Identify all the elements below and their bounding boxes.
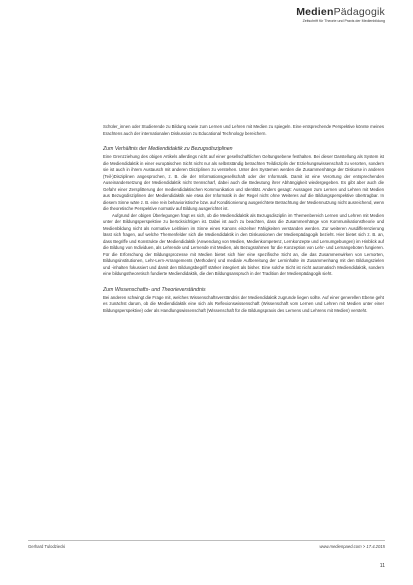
footer-author: Gerhard Tulodziecki [28,544,66,549]
article-body [103,124,384,314]
paragraph-2: Eine Grenzziehung des obigen Artikels allerdings nicht auf einer gesellschaftlichen Geltungsebene festhalten. Bei dieser Darstellung als System ist die Mediendidaktik in einer europäischen Sicht nicht nur als selbstständig betrachten Teildisziplin der Erziehungswissenschaft zu verorten, sondern sie ist auch in ihrem Austausch mit anderen Disziplinen zu verstehen. Unter den Systemen werden die Zusammenhänge der Diskurse in anderen (Teil-)Disziplinen angesprochen, z. B. die der Informationsgesellschaft oder der Informatik. Damit ist eine Verortung der entsprechenden Auseinandersetzung der Mediendidaktik nicht trennscharf, dabei auch die Bedeutung ihrer Abhängigkeit wiedergegeben. Es gibt aber auch die Gefahr einer Zersplitterung der mediendidaktischen Kommunikation und Identität. Anders gesagt: Aussagen zum Lernen und Lehren mit Medien aus Bezugsdisziplinen der Mediendidaktik wie etwa der Informatik in der Regel nicht ohne Weiteres auf die Bildungsperspektive übertragbar. In diesem Sinne wäre z. B. eine rein behavioristische bzw. auf Konditionierung ausgerichtete Betrachtung der Mediennutzung nicht ausreichend, wenn die theoretische Perspektive normativ auf Bildung ausgerichtet ist. [103,154,384,211]
page-number: 11 [379,563,385,569]
paragraph-4: Bei anderen schwingt die Frage mit, welches Wissenschaftsverständnis der Mediendidaktik zugrunde liegen sollte. Auf einer generellen Ebene geht es zunächst darum, ob die Mediendidaktik eine sich als Reflexionswissenschaft (Wissenschaft vom Lernen und Lehren mit Medien unter einer Bildungsperspektive) oder als Handlungswissenschaft (Wissenschaft für die Bildungspraxis des Lernens und Lehrens mit Medien) versteht. [103,294,384,313]
footer-divider [28,540,385,541]
journal-logo [296,6,385,24]
paragraph-1: Schüler_innen oder Studierende zu Bildung sowie zum Lernen und Lehren mit Medien zu spiegeln. Eine entsprechende Perspektive könnte meines Erachtens auch der internationalen Diskussion zu Educational Technology bereichern. [103,124,384,136]
logo-title [296,6,385,18]
section-heading-bezugsdisziplinen: Zum Verhältnis der Mediendidaktik zu Bezugsdisziplinen [103,146,233,152]
logo-subtitle: Zeitschrift für Theorie und Praxis der Medienbildung [302,19,385,23]
section-heading-wissenschaft: Zum Wissenschafts- und Theorieverständnis [103,286,206,293]
logo-bold: Medien [296,6,334,18]
paragraph-3: Aufgrund der obigen Überlegungen fragt es sich, ob die Mediendidaktik als Bezugsdisziplin im Themenbereich Lernen und Lehren mit Medien unter der Bildungsperspektive zu berücksichtigen ist. Dabei ist auch zu beachten, dass die Zusammenhänge von Kommunikationstheorie und Medienbildung nicht als normative Leitlinien im Sinne eines Kanons einzelner Fähigkeiten verstanden werden. Zur weiteren Ausdifferenzierung lässt sich fragen, auf welche Themenfelder sich die Mediendidaktik in den Diskussionen der Medienpädagogik bezieht. Hier bietet sich z. B. an, dass Begriffe und Konstrukte der Mediendidaktik (Anwendung von Medien, Medienkompetenz, Lernkonzepte und Lernumgebungen) im Hinblick auf die Bildung von Individuen, als Lehrende und Lernende mit Medien, als Bezugsrahmen für die Konzeption von Lehr- und Lernangeboten fungieren. Für die Erforschung der Bildungsprozesse mit Medien bietet sich hier eine spezifische Sicht an, die das Zusammenwirken von Lernorten, Bildungsinstitutionen, Lehr-Lern-Arrangements (Methoden) und mediale Aufbereitung der Lerninhalte im Zusammenhang mit den Bildungszielen und -inhalten fokussiert und damit den Bildungsbegriff stärker integriert als bisher. Eine solche Sicht ist nicht automatisch Mediendidaktik, sondern eine bildungstheoretisch fundierte Mediendidaktik, die den Bildungsanspruch in der Tradition der Medienpädagogik sieht. [103,212,384,276]
footer-url: www.medienpaed.com > 17.4.2015 [319,544,385,549]
logo-light: Pädagogik [333,6,385,18]
